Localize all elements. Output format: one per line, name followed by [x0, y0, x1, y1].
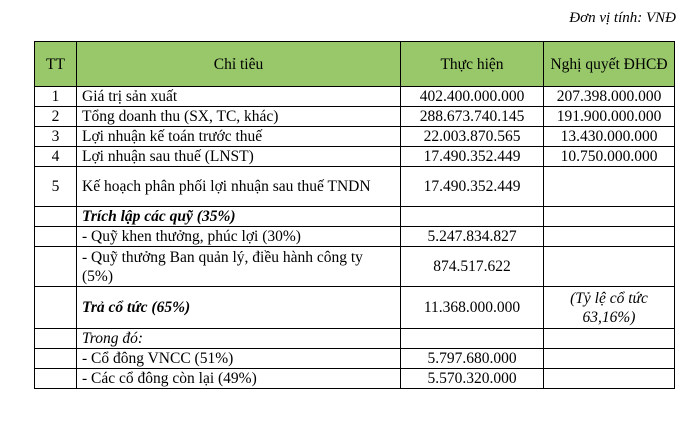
row-tt [35, 329, 77, 349]
row-tt [35, 247, 77, 287]
row-label: - Các cổ đông còn lại (49%) [77, 369, 401, 389]
row-actual: 17.490.352.449 [401, 167, 544, 207]
header-chi-tieu: Chỉ tiêu [77, 42, 401, 87]
row-tt [35, 369, 77, 389]
row-tt: 1 [35, 87, 77, 107]
table-row [35, 227, 675, 247]
row-actual: 11.368.000.000 [401, 287, 544, 329]
table-row [35, 247, 675, 287]
row-actual: 17.490.352.449 [401, 147, 544, 167]
row-plan: 13.430.000.000 [544, 127, 675, 147]
row-label: Trong đó: [77, 329, 401, 349]
header-tt: TT [35, 42, 77, 87]
table-row [35, 329, 675, 349]
table-row [35, 369, 675, 389]
table-row [35, 127, 675, 147]
table-row [35, 147, 675, 167]
table-row [35, 349, 675, 369]
row-plan: 191.900.000.000 [544, 107, 675, 127]
row-tt [35, 349, 77, 369]
row-actual: 5.570.320.000 [401, 369, 544, 389]
header-thuc-hien: Thực hiện [401, 42, 544, 87]
row-label: Trả cổ tức (65%) [77, 287, 401, 329]
row-plan: 10.750.000.000 [544, 147, 675, 167]
row-label: Tổng doanh thu (SX, TC, khác) [77, 107, 401, 127]
table-row [35, 107, 675, 127]
row-actual: 402.400.000.000 [401, 87, 544, 107]
row-label: - Quỹ khen thưởng, phúc lợi (30%) [77, 227, 401, 247]
table-row [35, 287, 675, 329]
row-tt [35, 207, 77, 227]
row-plan [544, 207, 675, 227]
header-nghi-quyet: Nghị quyết ĐHCĐ [544, 42, 675, 87]
table-row [35, 87, 675, 107]
row-tt: 2 [35, 107, 77, 127]
row-tt: 3 [35, 127, 77, 147]
row-tt: 5 [35, 167, 77, 207]
row-label: Kế hoạch phân phối lợi nhuận sau thuế TNDN [77, 167, 401, 207]
row-plan: 207.398.000.000 [544, 87, 675, 107]
row-plan [544, 247, 675, 287]
table-row [35, 207, 675, 227]
row-actual: 874.517.622 [401, 247, 544, 287]
table-header-row [35, 42, 675, 87]
row-label: Lợi nhuận kế toán trước thuế [77, 127, 401, 147]
row-actual: 22.003.870.565 [401, 127, 544, 147]
unit-label: Đơn vị tính: VNĐ [569, 10, 676, 26]
row-plan [544, 167, 675, 207]
row-actual: 5.797.680.000 [401, 349, 544, 369]
row-tt [35, 287, 77, 329]
row-plan [544, 329, 675, 349]
row-label: - Cổ đông VNCC (51%) [77, 349, 401, 369]
table-row [35, 167, 675, 207]
row-actual: 5.247.834.827 [401, 227, 544, 247]
row-label: Lợi nhuận sau thuế (LNST) [77, 147, 401, 167]
row-plan [544, 349, 675, 369]
row-plan [544, 227, 675, 247]
row-actual: 288.673.740.145 [401, 107, 544, 127]
row-label: Trích lập các quỹ (35%) [77, 207, 401, 227]
row-tt [35, 227, 77, 247]
row-tt: 4 [35, 147, 77, 167]
row-plan: (Tỷ lệ cổ tức 63,16%) [544, 287, 675, 329]
row-actual [401, 329, 544, 349]
row-actual [401, 207, 544, 227]
row-label: - Quỹ thưởng Ban quản lý, điều hành công ty (5%) [77, 247, 401, 287]
row-plan [544, 369, 675, 389]
results-table [34, 41, 675, 389]
row-label: Giá trị sản xuất [77, 87, 401, 107]
